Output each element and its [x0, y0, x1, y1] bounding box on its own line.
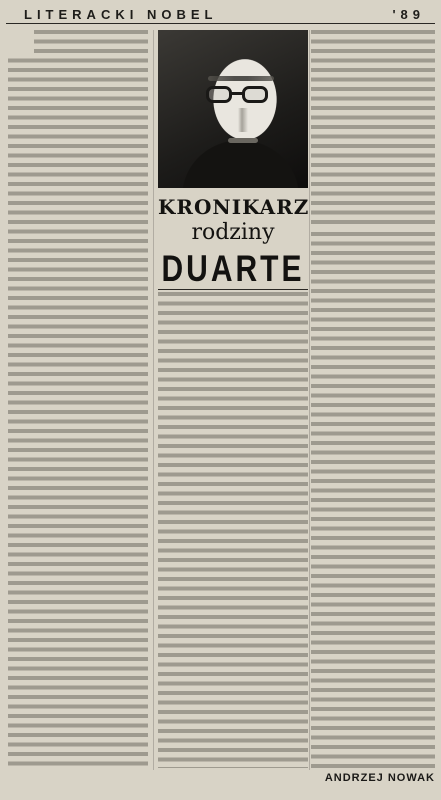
article-column-right-lower	[311, 232, 435, 768]
section-banner	[6, 6, 435, 24]
illegible-body-text	[8, 30, 148, 768]
article-column-left	[8, 30, 148, 768]
author-portrait-photo	[158, 30, 308, 188]
headline-line-3: DUARTE	[161, 248, 305, 290]
article-column-right-upper	[311, 30, 435, 226]
drop-initial-area	[8, 30, 34, 56]
portrait-nose	[238, 108, 248, 132]
banner-year: '89	[392, 7, 425, 22]
portrait-mouth	[228, 138, 258, 143]
illegible-body-text	[311, 232, 435, 768]
banner-title: LITERACKI NOBEL	[24, 7, 218, 22]
headline-line-2: rodziny	[191, 220, 275, 245]
article-headline	[158, 192, 308, 290]
author-byline: ANDRZEJ NOWAK	[324, 772, 435, 784]
column-rule	[153, 30, 154, 770]
portrait-brow	[208, 76, 274, 81]
headline-line-1: KRONIKARZ	[158, 195, 310, 219]
portrait-glasses	[206, 86, 276, 104]
illegible-body-text	[158, 292, 308, 768]
article-column-middle	[158, 292, 308, 768]
illegible-body-text	[311, 30, 435, 226]
column-rule	[309, 30, 310, 770]
